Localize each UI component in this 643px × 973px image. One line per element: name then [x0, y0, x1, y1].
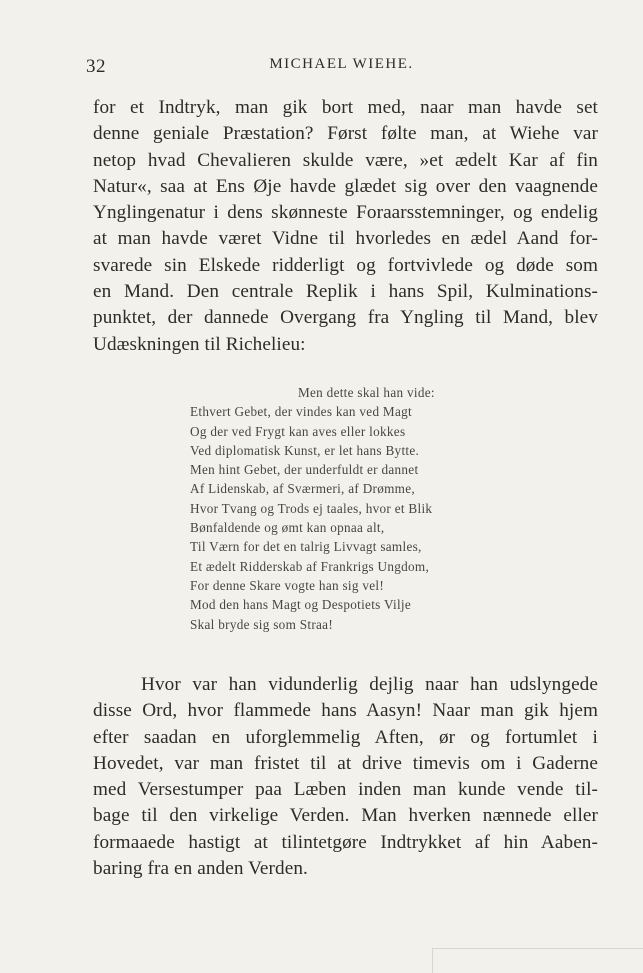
- text-line: svarede sin Elskede ridderligt og fortvivlede og døde som: [93, 254, 598, 276]
- verse-line: Ved diplomatisk Kunst, er let hans Bytte.: [190, 442, 420, 458]
- verse-line: Af Lidenskab, af Sværmeri, af Drømme,: [190, 481, 415, 497]
- text-line: Natur«, saa at Ens Øje havde glædet sig over den vaagnende: [93, 175, 598, 197]
- paragraph-2: [93, 672, 598, 882]
- paragraph-1: [93, 95, 598, 358]
- verse-line: Bønfaldende og ømt kan opnaa alt,: [190, 520, 385, 536]
- verse-line: Til Værn for det en talrig Livvagt samles,: [190, 539, 422, 555]
- verse-line: For denne Skare vogte han sig vel!: [190, 577, 385, 593]
- text-line: efter saadan en uforglemmelig Aften, ør og fortumlet i: [93, 726, 598, 748]
- verse-line: Hvor Tvang og Trods ej taales, hvor et Blik: [190, 500, 433, 516]
- text-line: punktet, der dannede Overgang fra Yngling til Mand, blev: [93, 307, 598, 329]
- verse-line: Mod den hans Magt og Despotiets Vilje: [190, 597, 412, 613]
- verse-quotation: [190, 383, 435, 634]
- text-line: Ynglingenatur i dens skønneste Foraarsstemninger, og endelig: [93, 202, 598, 224]
- text-line: disse Ord, hvor flammede hans Aasyn! Naar man gik hjem: [93, 700, 598, 722]
- text-line: for et Indtryk, man gik bort med, naar man havde set: [93, 97, 598, 118]
- text-line: Udæskningen til Richelieu:: [93, 333, 306, 355]
- verse-line: Men dette skal han vide:: [298, 385, 435, 400]
- text-line: med Versestumper paa Læben inden man kunde vende til-: [93, 779, 598, 801]
- text-line: Hvor var han vidunderlig dejlig naar han udslyngede: [141, 674, 598, 695]
- text-line: netop hvad Chevalieren skulde være, »et ædelt Kar af fin: [93, 149, 598, 171]
- text-line: baring fra en anden Verden.: [93, 858, 308, 880]
- text-line: bage til den virkelige Verden. Man hverken nænnede eller: [93, 805, 598, 827]
- verse-line: Men hint Gebet, der underfuldt er dannet: [190, 462, 419, 478]
- verse-line: Ethvert Gebet, der vindes kan ved Magt: [190, 404, 412, 420]
- text-line: formaaede hastigt at tilintetgøre Indtrykket af hin Aaben-: [93, 831, 598, 853]
- verse-line: Og der ved Frygt kan aves eller lokkes: [190, 423, 406, 439]
- text-line: Hovedet, var man fristet til at drive timevis om i Gaderne: [93, 752, 598, 774]
- text-line: en Mand. Den centrale Replik i hans Spil, Kulminations-: [93, 281, 598, 303]
- text-line: denne geniale Præstation? Først følte man, at Wiehe var: [93, 123, 598, 145]
- running-head: MICHAEL WIEHE.: [269, 56, 414, 72]
- verse-line: Skal bryde sig som Straa!: [190, 616, 334, 632]
- page-number: 32: [86, 56, 106, 77]
- text-line: at man havde været Vidne til hvorledes en ædel Aand for-: [93, 228, 598, 250]
- verse-line: Et ædelt Ridderskab af Frankrigs Ungdom,: [190, 558, 430, 574]
- page-edge-mark: [432, 948, 643, 973]
